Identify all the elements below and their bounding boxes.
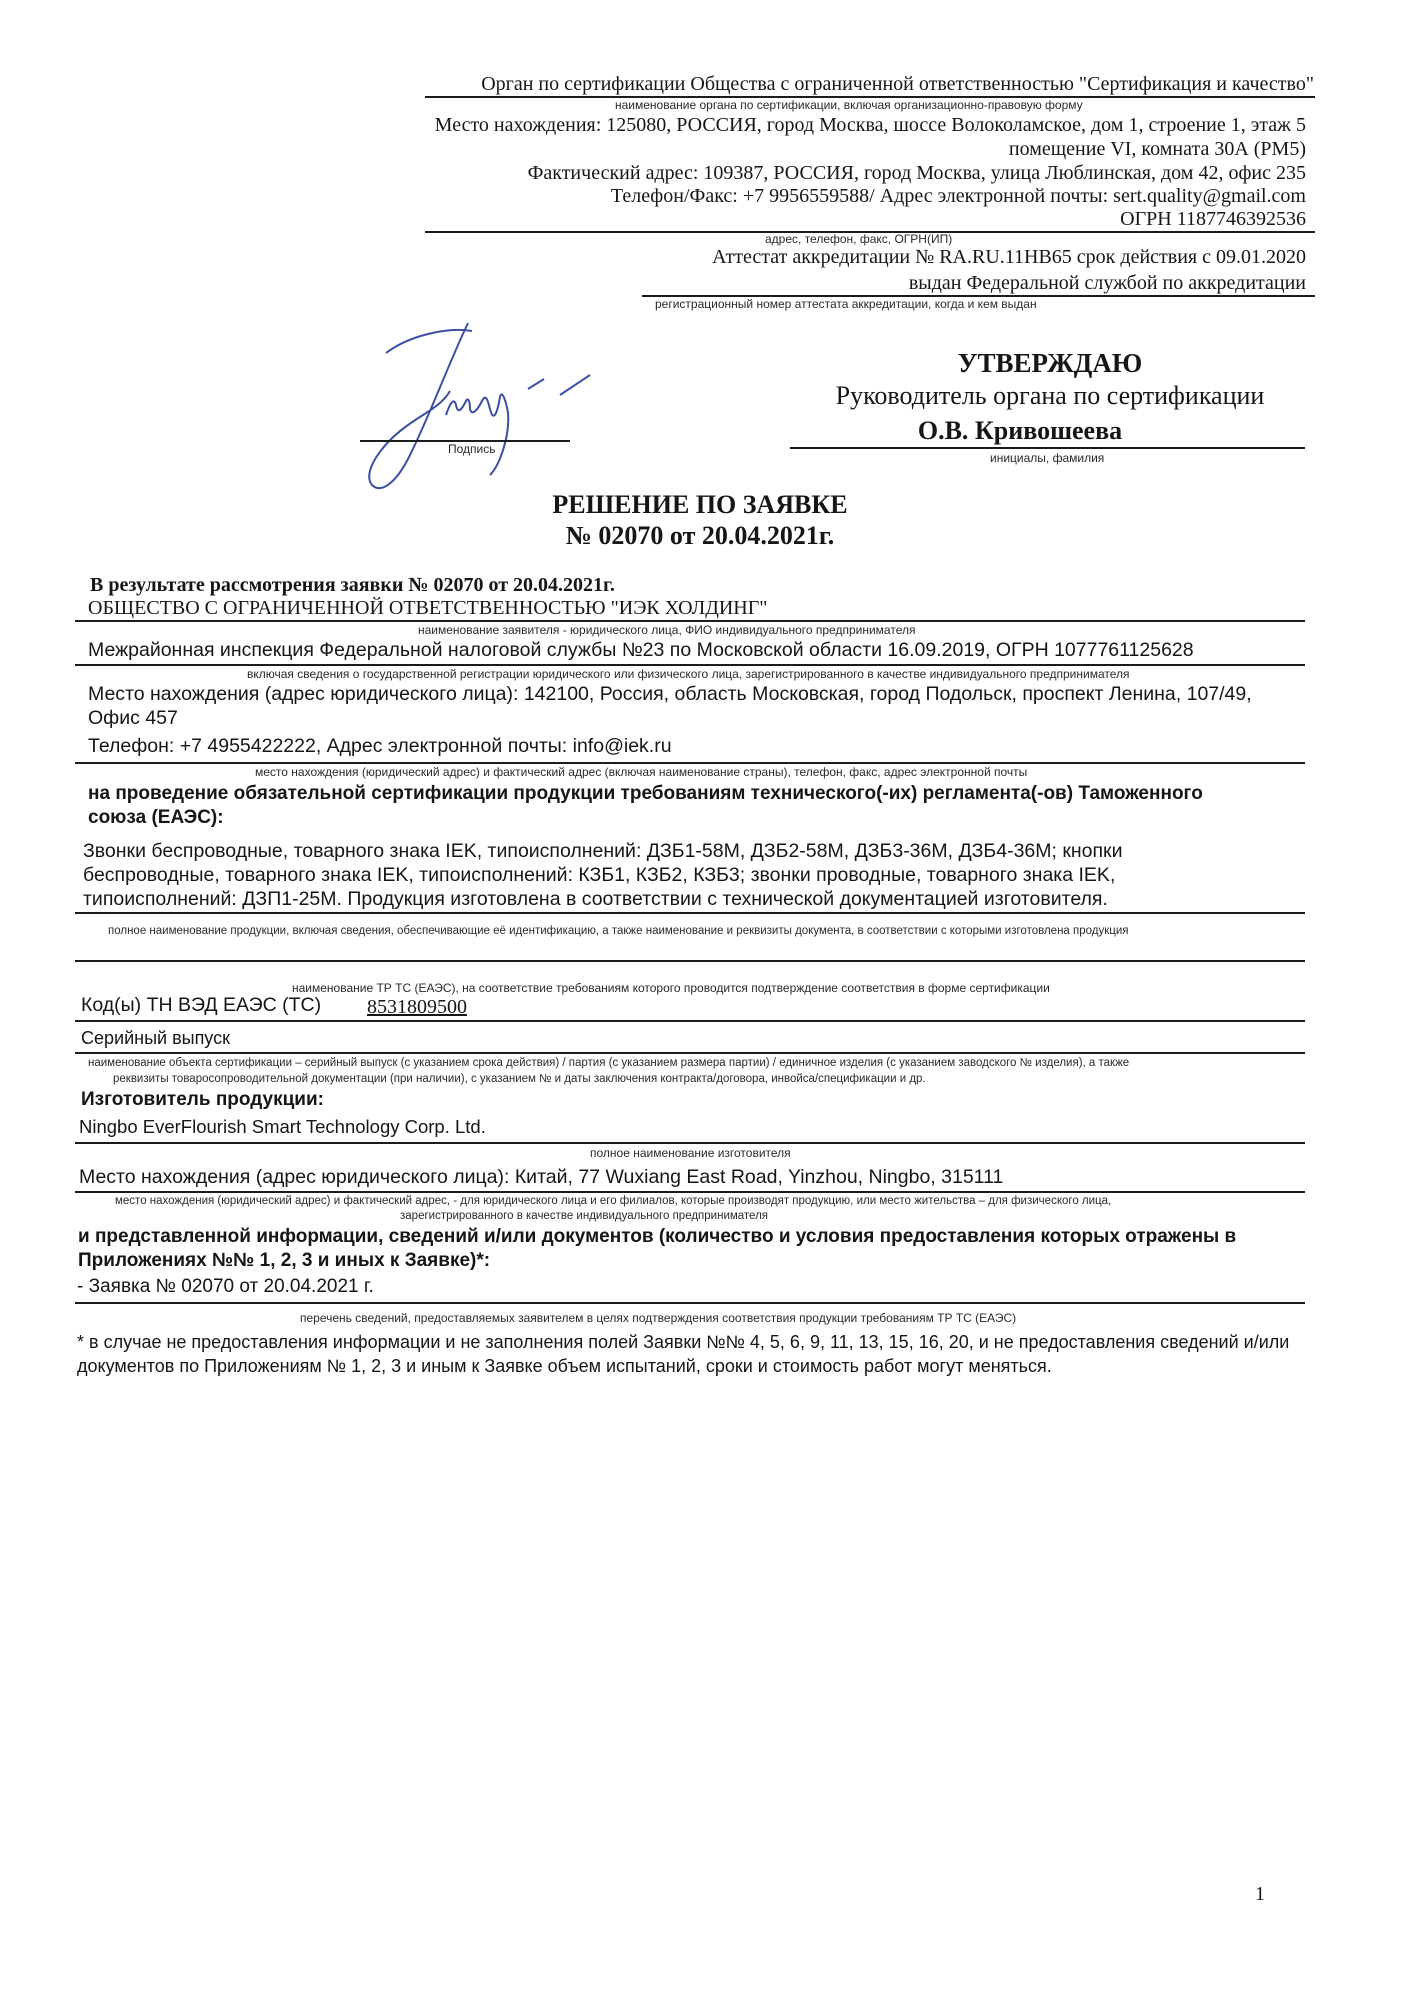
divider [75,1052,1305,1054]
signature-icon [350,305,610,510]
org-name: Орган по сертификации Общества с ограниченной ответственностью "Сертификация и качество" [481,73,1314,95]
purpose-line2: союза (ЕАЭС): [88,807,224,828]
divider [75,1142,1305,1144]
manufacturer-name: Ningbo EverFlourish Smart Technology Corp. Ltd. [79,1116,486,1137]
tr-caption: наименование ТР ТС (ЕАЭС), на соответствие требованиям которого проводится подтверждение соответствия в форме сертификации [292,981,1050,995]
decision-number: № 02070 от 20.04.2021г. [565,521,835,550]
manufacturer-heading: Изготовитель продукции: [81,1089,324,1110]
applicant-registration: Межрайонная инспекция Федеральной налоговой службы №23 по Московской области 16.09.2019, ОГРН 1077761125628 [88,639,1194,661]
divider [75,664,1305,666]
applicant-name-caption: наименование заявителя - юридического лица, ФИО индивидуального предпринимателя [418,623,916,637]
applicant-name: ОБЩЕСТВО С ОГРАНИЧЕННОЙ ОТВЕТСТВЕННОСТЬЮ "ИЭК ХОЛДИНГ" [88,597,768,619]
footnote-line2: документов по Приложениям № 1, 2, 3 и иным к Заявке объем испытаний, сроки и стоимость работ могут меняться. [77,1356,1052,1376]
product-line2: беспроводные, товарного знака IEK, типоисполнений: КЗБ1, КЗБ2, КЗБ3; звонки проводные, товарного знака IEK, [83,864,1116,886]
approval-position: Руководитель органа по сертификации [835,381,1265,410]
tnved-label: Код(ы) ТН ВЭД ЕАЭС (ТС) [81,994,322,1016]
object-caption-line1: наименование объекта сертификации – серийный выпуск (с указанием срока действия) / партия (с указанием размера партии) / единичное изделия (с указанием заводского № изделия), а также [88,1057,1130,1069]
applicant-address-line2: Офис 457 [88,707,178,729]
divider [75,1191,1305,1193]
product-line3: типоисполнений: ДЗП1-25М. Продукция изготовлена в соответствии с технической документацией изготовителя. [83,888,1108,910]
footnote-line1: * в случае не предоставления информации и не заполнения полей Заявки №№ 4, 5, 6, 9, 11, 13, 15, 16, 20, и не предоставления сведений и/или [77,1332,1290,1352]
applicant-address-line1: Место нахождения (адрес юридического лица): 142100, Россия, область Московская, город Подольск, проспект Ленина, 107/49, [88,683,1252,705]
org-address-line2: помещение VI, комната 30А (РМ5) [1008,138,1306,160]
contacts-caption: адрес, телефон, факс, ОГРН(ИП) [765,232,953,246]
signature-caption: Подпись [448,442,496,456]
manufacturer-address-caption-line1: место нахождения (юридический адрес) и фактический адрес, - для юридического лица и его филиалов, которые производят продукцию, или место жительства – для физического лица, [115,1195,1112,1207]
manufacturer-address: Место нахождения (адрес юридического лица): Китай, 77 Wuxiang East Road, Yinzhou, Ningbo, 315111 [79,1166,1004,1188]
approval-name-line [790,447,1305,449]
page-number: 1 [1255,1883,1265,1905]
applicant-address-caption: место нахождения (юридический адрес) и фактический адрес (включая наименование страны), телефон, факс, адрес электронной почты [255,765,1028,779]
object-caption-line2: реквизиты товаросопроводительной документации (при наличии), с указанием № и даты заключения контракта/договора, инвойса/спецификации и др. [113,1073,926,1085]
applicant-intro-text: В результате рассмотрения заявки № 02070 от 20.04.2021г. [90,574,615,596]
approval-title: УТВЕРЖДАЮ [957,348,1143,378]
accreditation-caption: регистрационный номер аттестата аккредитации, когда и кем выдан [655,297,1037,311]
org-actual-address: Фактический адрес: 109387, РОССИЯ, город Москва, улица Люблинская, дом 42, офис 235 [527,162,1306,184]
documents-heading-line2: Приложениях №№ 1, 2, 3 и иных к Заявке)*: [78,1250,491,1271]
tr-line [75,960,1305,962]
manufacturer-name-caption: полное наименование изготовителя [590,1146,791,1160]
divider [75,912,1305,914]
decision-title: РЕШЕНИЕ ПО ЗАЯВКЕ [552,490,848,519]
product-caption: полное наименование продукции, включая сведения, обеспечивающие её идентификацию, а также наименование и реквизиты документа, в соответствии с которыми изготовлена продукция [108,925,1129,937]
applicant-intro [90,573,615,597]
documents-item: - Заявка № 02070 от 20.04.2021 г. [77,1276,374,1297]
org-address-line1: Место нахождения: 125080, РОССИЯ, город Москва, шоссе Волоколамское, дом 1, строение 1, этаж 5 [434,114,1306,136]
org-ogrn: ОГРН 1187746392536 [1120,208,1306,230]
divider [75,762,1305,764]
divider [75,620,1305,622]
divider [75,1020,1305,1022]
accreditation-line2: выдан Федеральной службой по аккредитации [908,272,1306,294]
certification-object: Серийный выпуск [81,1028,230,1048]
documents-heading-line1: и представленной информации, сведений и/или документов (количество и условия предоставления которых отражены в [78,1226,1237,1247]
applicant-registration-caption: включая сведения о государственной регистрации юридического или физического лица, зарегистрированного в качестве индивидуального предпринимателя [247,667,1130,681]
accreditation-line1: Аттестат аккредитации № RA.RU.11НВ65 срок действия с 09.01.2020 [712,246,1306,268]
org-caption: наименование органа по сертификации, включая организационно-правовую форму [615,98,1083,112]
applicant-contacts: Телефон: +7 4955422222, Адрес электронной почты: info@iek.ru [88,735,672,757]
purpose-line1: на проведение обязательной сертификации продукции требованиям технического(-их) регламента(-ов) Таможенного [88,783,1203,804]
product-line1: Звонки беспроводные, товарного знака IEK, типоисполнений: ДЗБ1-58М, ДЗБ2-58М, ДЗБ3-36М, ДЗБ4-36М; кнопки [83,840,1123,862]
approval-name-caption: инициалы, фамилия [990,451,1105,465]
tnved-code: 8531809500 [367,996,467,1018]
manufacturer-address-caption-line2: зарегистрированного в качестве индивидуального предпринимателя [400,1210,769,1222]
divider [75,1302,1305,1304]
documents-caption: перечень сведений, предоставляемых заявителем в целях подтверждения соответствия продукции требованиям ТР ТС (ЕАЭС) [300,1311,1017,1325]
approval-name: О.В. Кривошеева [917,416,1123,445]
org-phone-email: Телефон/Факс: +7 9956559588/ Адрес электронной почты: sert.quality@gmail.com [610,185,1306,207]
